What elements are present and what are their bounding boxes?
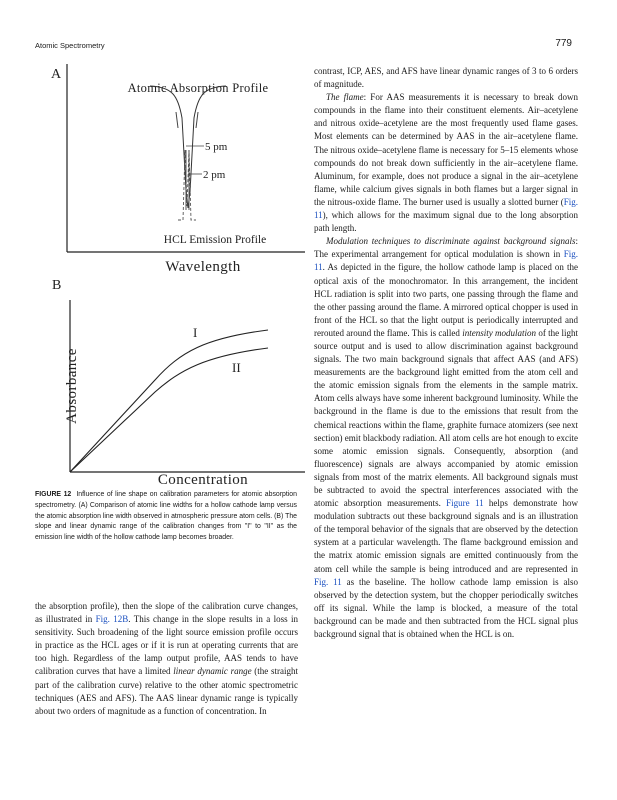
- body-text: : For AAS measurements it is necessary to break down compounds in the flame into their constituent elements. Air–acetylene and nitrous oxide–acetylene are the most frequently used flame gases. Most elements can be determined by AAS in the air–acetylene flame. The nitrous oxide–acetylene flame is necessary for 5–15 elements whose compounds do not break down sufficiently in the air–acetylene flame. Aluminum, for example, does not produce a signal in the air–acetylene flame, while calcium gives signals in both flames but a larger signal in the nitrous-oxide flame. The burner used is usually a slotted burner (: [314, 92, 578, 207]
- curve-label-ii: II: [232, 360, 241, 375]
- body-text: (the straight part of the calibration curve) relative to the other atomic spectrometric techniques (AES and AFS). The AAS linear dynamic range is typically about two orders of magnitude as a function of concentration. In: [35, 666, 298, 716]
- calibration-curve-i: [70, 330, 268, 472]
- fig-11-link[interactable]: Fig. 11: [314, 249, 578, 273]
- term-linear-dynamic-range: linear dynamic range: [173, 666, 252, 677]
- right-column: [314, 65, 578, 641]
- right-paragraph-modulation: [314, 235, 578, 641]
- panel-b-label: B: [52, 278, 62, 293]
- body-text: the absorption profile), then the slope of the calibration curve changes, as illustrated in: [35, 601, 298, 625]
- panel-b-xlabel: Concentration: [157, 472, 249, 488]
- figure-caption: [35, 490, 297, 544]
- curve-label-i: I: [193, 325, 198, 340]
- body-text: of the light source output and is used to allow discrimination against background signals. The two main background signals that affect AAS (and AFS) measurements are the background light emitted from the atom cell and the atomic emission signals from the elements in the sample matrix. Atom cells always have some inherent background luminosity. While the background in the flame is due to the emissions that result from the chemical reactions within the flame, graphite furnace atomizers (see next section) emit blackbody radiation. All atom cells are hot enough to excite some atomic emission signals. Consequently, absorption (and fluorescence) signals are always accompanied by atomic emission signals from most of the matrix elements. All background signals must be subtracted to avoid the spectral interferences associated with the atomic absorption measurements.: [314, 327, 578, 509]
- label-5pm: 5 pm: [205, 141, 228, 153]
- body-text: ), which allows for the maximum signal due to the long absorption path length.: [314, 210, 578, 234]
- body-text: as the baseline. The hollow cathode lamp emission is also observed by the detection system, but the chopper periodically switches off its signal. While the lamp is blocked, a measure of the total background can be made and then subtracted from the HCL signal plus background signal that is obtained when the HCL is on.: [314, 576, 579, 640]
- heading-modulation: Modulation techniques to discriminate against background signals: [326, 236, 576, 247]
- caption-label: FIGURE 12: [35, 491, 72, 498]
- right-paragraph-1: contrast, ICP, AES, and AFS have linear dynamic ranges of 3 to 6 orders of magnitude.: [314, 66, 578, 90]
- left-paragraph: [35, 600, 298, 718]
- left-column: [35, 600, 298, 718]
- hcl-emission-profile-curve: [178, 150, 196, 220]
- body-text: . As depicted in the figure, the hollow cathode lamp is placed on the optical axis of the monochromator. In this arrangement, the incident HCL radiation is split into two parts, one passing through the flame and the other passing around the flame. A mirrored optical chopper is used in front of the HCL so that the light output is periodically interrupted and rerouted around the flame. This is called: [314, 262, 578, 338]
- hcl-emission-profile-label: HCL Emission Profile: [163, 234, 267, 246]
- fig-12b-link[interactable]: Fig. 12B: [95, 614, 129, 625]
- caption-text: Influence of line shape on calibration parameters for atomic absorption spectrometry. (A) Comparison of atomic line widths for a hollow cathode lamp versus the atomic absorption line width observed in atmospheric pressure atom cells. (B) The slope and linear dynamic range of the calibration changes from "I" to "II" as the emission line width of the hollow cathode lamp becomes broader.: [35, 491, 297, 542]
- body-text: : The experimental arrangement for optical modulation is shown in: [314, 236, 578, 260]
- panel-a-xlabel: Wavelength: [165, 259, 241, 275]
- right-paragraph-flame: [314, 91, 578, 235]
- label-2pm: 2 pm: [203, 169, 226, 181]
- heading-the-flame: The flame: [326, 92, 364, 103]
- absorption-profile-title: Atomic Absorption Profile: [127, 81, 269, 95]
- page-number: 779: [555, 38, 572, 49]
- fig-11-link[interactable]: Fig. 11: [314, 576, 342, 587]
- figure-12: [0, 0, 310, 490]
- term-intensity-modulation: intensity modulation: [462, 327, 537, 338]
- panel-a-label: A: [51, 67, 62, 82]
- fig-11-link[interactable]: Fig. 11: [314, 196, 578, 221]
- panel-b-ylabel: Absorbance: [64, 348, 80, 424]
- running-title: Atomic Spectrometry: [35, 41, 105, 50]
- figure-11-link[interactable]: Figure 11: [446, 498, 484, 509]
- body-text: helps demonstrate how modulation subtracts out these background signals and is an illustration of the temporal behavior of the signals that are observed by the detection system at a particular wavelength. The flame background emission and the matrix atomic emission signals are emitted continuously from the atom cell while the sample is being introduced and are represented in: [314, 498, 579, 574]
- body-text: . This change in the slope results in a loss in sensitivity. Such broadening of the light source emission profile occurs in practice as the HCL ages or if it is run at operating currents that are too high. Regardless of the lamp output profile, AAS tends to have calibration curves that have a limited: [35, 614, 298, 677]
